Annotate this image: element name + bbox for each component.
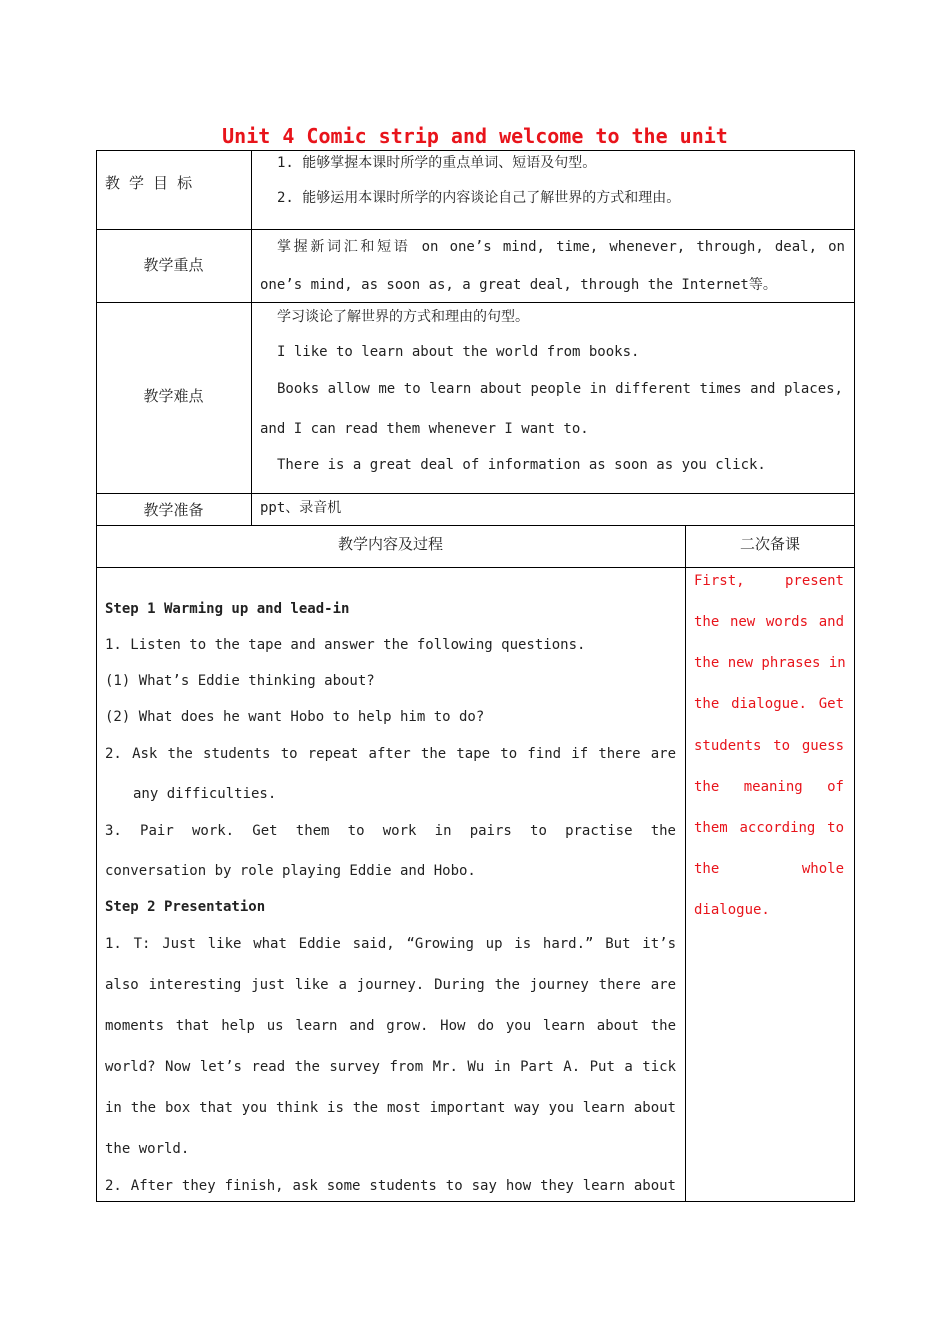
column-divider [685,525,686,1202]
key-points-label: 教学重点 [143,256,204,274]
difficulties-label: 教学难点 [143,387,204,405]
content-line: 2. After they finish, ask some students to say how they learn about [105,1178,676,1194]
notes-line: the meaning of [694,779,844,795]
key-points-line: one’s mind, as soon as, a great deal, through the Internet等。 [260,277,777,293]
content-line: moments that help us learn and grow. How do you learn about the [105,1018,676,1034]
content-line: any difficulties. [133,786,277,802]
notes-line: students to guess [694,738,844,754]
content-line: (1) What’s Eddie thinking about? [105,673,375,689]
notes-header: 二次备课 [739,535,800,553]
objective-item: 1. 能够掌握本课时所学的重点单词、短语及句型。 [277,155,597,171]
content-line: the world. [105,1141,190,1157]
content-line: in the box that you think is the most important way you learn about [105,1100,676,1116]
row-divider [96,302,855,303]
difficulty-line: and I can read them whenever I want to. [260,421,589,437]
row-divider [96,525,855,526]
notes-line: the new words and [694,614,844,630]
content-line: 1. T: Just like what Eddie said, “Growing up is hard.” But it’s [105,936,676,952]
content-line: (2) What does he want Hobo to help him to do? [105,709,485,725]
content-line: 1. Listen to the tape and answer the following questions. [105,637,586,653]
preparation-label: 教学准备 [143,501,204,519]
row-divider [96,229,855,230]
content-header: 教学内容及过程 [337,535,443,553]
difficulty-line: There is a great deal of information as soon as you click. [277,457,766,473]
difficulty-line: Books allow me to learn about people in different times and places, [277,381,843,397]
notes-line: dialogue. [694,902,770,918]
step1-title: Step 1 Warming up and lead-in [105,601,350,617]
notes-line: the whole [694,861,844,877]
step2-title: Step 2 Presentation [105,899,266,915]
preparation-value: ppt、录音机 [260,500,342,516]
key-points-line: 掌握新词汇和短语 on one’s mind, time, whenever, through, deal, on [277,239,845,255]
difficulty-line: I like to learn about the world from books. [277,344,640,360]
notes-line: First, present [694,573,844,589]
difficulty-line: 学习谈论了解世界的方式和理由的句型。 [277,309,529,325]
content-line: conversation by role playing Eddie and Hobo. [105,863,476,879]
content-line: also interesting just like a journey. During the journey there are [105,977,676,993]
row-divider [96,493,855,494]
content-line: world? Now let’s read the survey from Mr. Wu in Part A. Put a tick [105,1059,676,1075]
column-divider [251,150,252,525]
row-divider [96,567,855,568]
objective-item: 2. 能够运用本课时所学的内容谈论自己了解世界的方式和理由。 [277,190,681,206]
objectives-label: 教 学 目 标 [105,174,193,192]
notes-line: them according to [694,820,844,836]
notes-line: the new phrases in [694,655,846,671]
content-line: 3. Pair work. Get them to work in pairs to practise the [105,823,676,839]
page-title: Unit 4 Comic strip and welcome to the unit [222,124,728,148]
content-line: 2. Ask the students to repeat after the tape to find if there are [105,746,676,762]
notes-line: the dialogue. Get [694,696,844,712]
